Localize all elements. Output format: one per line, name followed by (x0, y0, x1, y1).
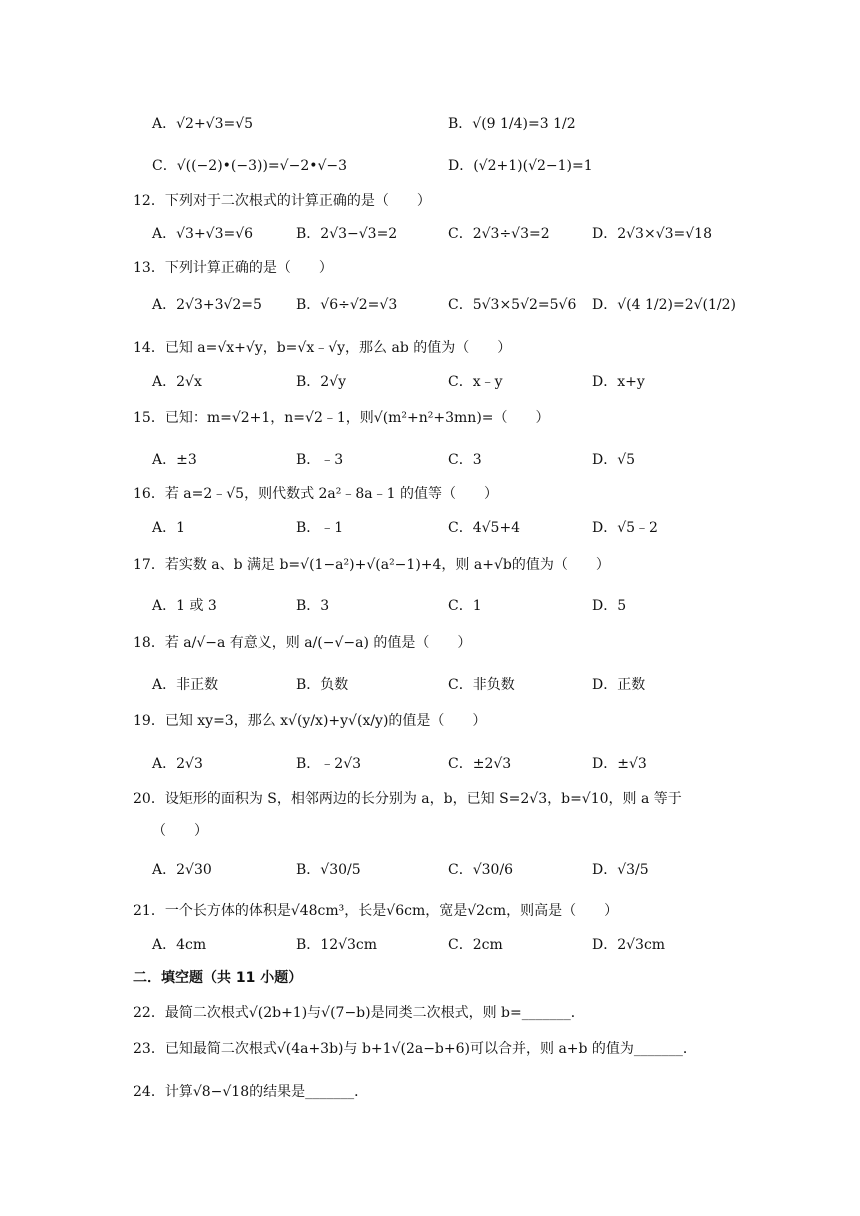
q16-option-c[interactable]: C．4√5+4 (448, 520, 521, 536)
q12-option-c[interactable]: C．2√3÷√3=2 (448, 226, 550, 242)
q20-stem: 20．设矩形的面积为 S，相邻两边的长分别为 a，b，已知 S=2√3，b=√10，则 a 等于 (133, 791, 682, 807)
q17-option-d[interactable]: D．5 (592, 598, 627, 614)
q14-option-a[interactable]: A．2√x (152, 374, 202, 390)
q16-stem: 16．若 a=2﹣√5，则代数式 2a²﹣8a﹣1 的值等（ ） (133, 486, 499, 502)
q12-stem: 12．下列对于二次根式的计算正确的是（ ） (133, 193, 431, 209)
q13-option-d[interactable]: D．√(4 1/2)=2√(1/2) (592, 297, 736, 313)
q11-option-d[interactable]: D．(√2+1)(√2−1)=1 (448, 158, 593, 174)
q11-option-b[interactable]: B．√(9 1/4)=3 1/2 (448, 116, 576, 132)
q13-stem: 13．下列计算正确的是（ ） (133, 260, 333, 276)
q16-option-b[interactable]: B．﹣1 (296, 520, 344, 536)
q22-stem: 22．最简二次根式√(2b+1)与√(7−b)是同类二次根式，则 b=_______． (133, 1005, 585, 1021)
q14-stem: 14．已知 a=√x+√y，b=√x﹣√y，那么 ab 的值为（ ） (133, 340, 512, 356)
q21-option-d[interactable]: D．2√3cm (592, 937, 666, 953)
q17-option-c[interactable]: C．1 (448, 598, 482, 614)
q19-option-d[interactable]: D．±√3 (592, 756, 647, 772)
q18-option-b[interactable]: B．负数 (296, 677, 349, 693)
q12-option-d[interactable]: D．2√3×√3=√18 (592, 226, 712, 242)
q20-option-c[interactable]: C．√30/6 (448, 862, 514, 878)
q21-stem: 21．一个长方体的体积是√48cm³，长是√6cm，宽是√2cm，则高是（ ） (133, 903, 619, 919)
q19-option-a[interactable]: A．2√3 (152, 756, 203, 772)
q19-stem: 19．已知 xy=3，那么 x√(y/x)+y√(x/y)的值是（ ） (133, 713, 487, 729)
q11-option-a[interactable]: A．√2+√3=√5 (152, 116, 254, 132)
q18-option-d[interactable]: D．正数 (592, 677, 646, 693)
q20-answer-blank: （ ） (152, 823, 208, 839)
q19-option-b[interactable]: B．﹣2√3 (296, 756, 362, 772)
q11-option-c[interactable]: C．√((−2)•(−3))=√−2•√−3 (152, 158, 348, 174)
q21-option-c[interactable]: C．2cm (448, 937, 503, 953)
q14-option-c[interactable]: C．x﹣y (448, 374, 503, 390)
q17-stem: 17．若实数 a、b 满足 b=√(1−a²)+√(a²−1)+4，则 a+√b的值为（ ） (133, 557, 610, 573)
q15-option-d[interactable]: D．√5 (592, 452, 636, 468)
q12-option-b[interactable]: B．2√3−√3=2 (296, 226, 398, 242)
q21-option-b[interactable]: B．12√3cm (296, 937, 378, 953)
q14-option-b[interactable]: B．2√y (296, 374, 347, 390)
q12-option-a[interactable]: A．√3+√3=√6 (152, 226, 254, 242)
section-heading: 二．填空题（共 11 小题） (133, 970, 303, 986)
q19-option-c[interactable]: C．±2√3 (448, 756, 512, 772)
q18-stem: 18．若 a/√−a 有意义，则 a/(−√−a) 的值是（ ） (133, 635, 472, 651)
q24-stem: 24．计算√8−√18的结果是_______． (133, 1084, 369, 1100)
q23-stem: 23．已知最简二次根式√(4a+3b)与 b+1√(2a−b+6)可以合并，则 a+b 的值为_______． (133, 1041, 697, 1057)
q15-stem: 15．已知：m=√2+1，n=√2﹣1，则√(m²+n²+3mn)=（ ） (133, 410, 550, 426)
q17-option-b[interactable]: B．3 (296, 598, 330, 614)
q15-option-c[interactable]: C．3 (448, 452, 482, 468)
q13-option-a[interactable]: A．2√3+3√2=5 (152, 297, 262, 313)
q20-option-a[interactable]: A．2√30 (152, 862, 212, 878)
q15-option-b[interactable]: B．﹣3 (296, 452, 344, 468)
q15-option-a[interactable]: A．±3 (152, 452, 197, 468)
q13-option-b[interactable]: B．√6÷√2=√3 (296, 297, 398, 313)
q16-option-a[interactable]: A．1 (152, 520, 186, 536)
q20-option-b[interactable]: B．√30/5 (296, 862, 361, 878)
q18-option-a[interactable]: A．非正数 (152, 677, 219, 693)
q21-option-a[interactable]: A．4cm (152, 937, 207, 953)
q20-option-d[interactable]: D．√3/5 (592, 862, 649, 878)
q17-option-a[interactable]: A．1 或 3 (152, 598, 217, 614)
q14-option-d[interactable]: D．x+y (592, 374, 645, 390)
q16-option-d[interactable]: D．√5﹣2 (592, 520, 658, 536)
q13-option-c[interactable]: C．5√3×5√2=5√6 (448, 297, 577, 313)
q18-option-c[interactable]: C．非负数 (448, 677, 515, 693)
